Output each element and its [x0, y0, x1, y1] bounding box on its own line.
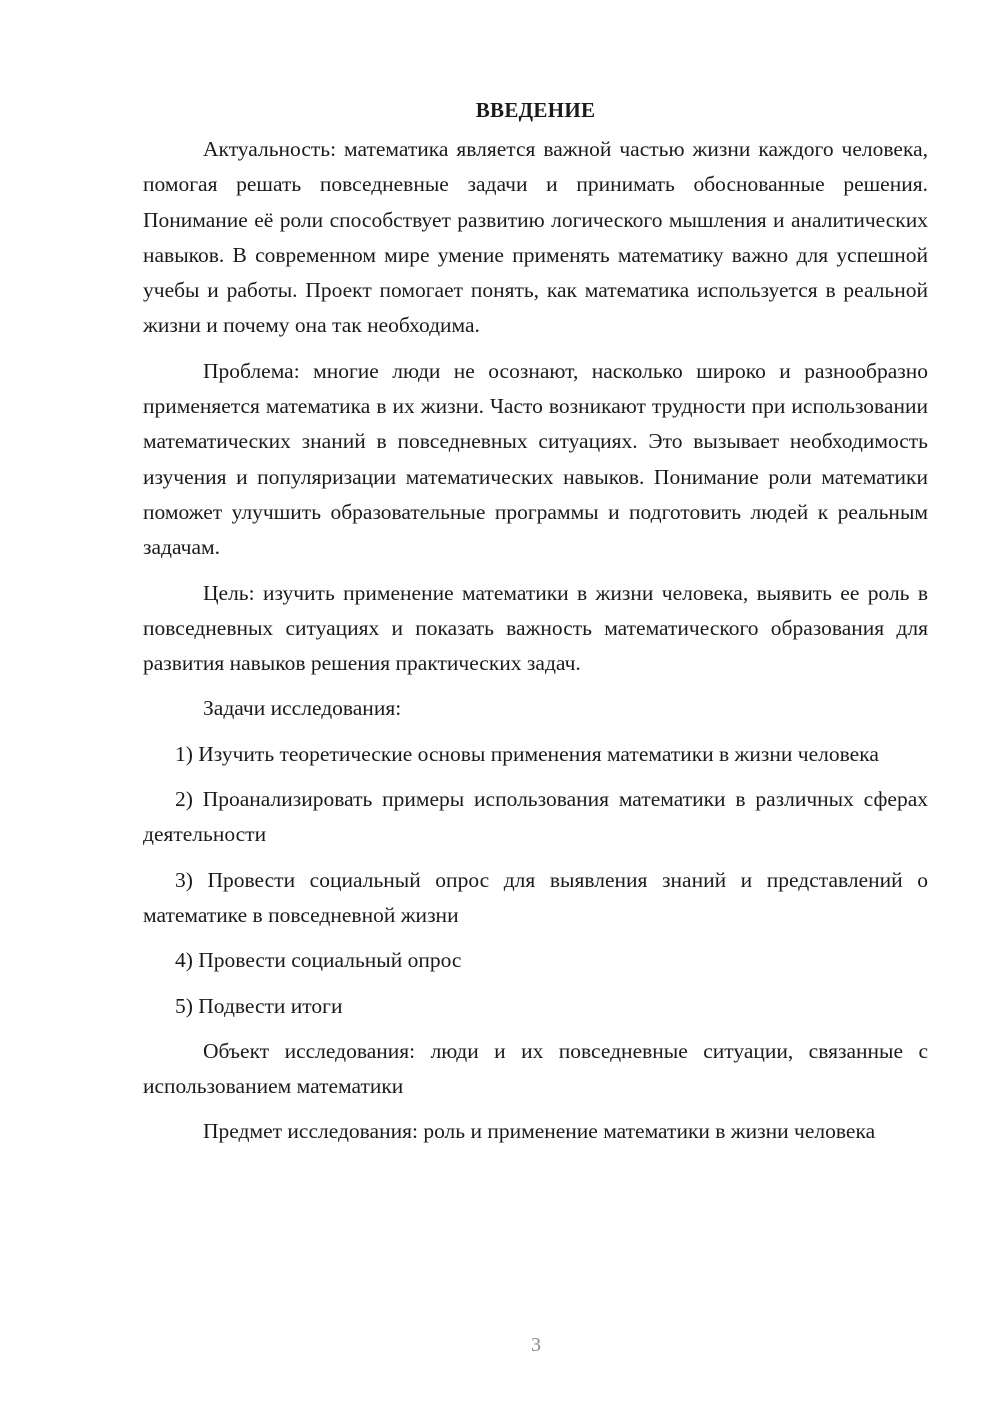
relevance-paragraph: Актуальность: математика является важной частью жизни каждого человека, помогая решать повседневные задачи и принимать обоснованные решения. Понимание её роли способствует развитию логического мышления и аналитических навыков. В современном мире умение применять математику важно для успешной учебы и работы. Проект помогает понять, как математика используется в реальной жизни и почему она так необходима.	[143, 137, 928, 338]
page-number: 3	[531, 1334, 541, 1356]
task-item-4: 4) Провести социальный опрос	[175, 948, 462, 973]
task-item-5: 5) Подвести итоги	[175, 993, 343, 1018]
tasks-heading: Задачи исследования:	[203, 696, 402, 721]
task-item-1: 1) Изучить теоретические основы применения математики в жизни человека	[175, 741, 879, 766]
task-item-2: 2) Проанализировать примеры использования математики в различных сферах деятельности	[143, 787, 928, 847]
task-item-3: 3) Провести социальный опрос для выявления знаний и представлений о математике в повседневной жизни	[143, 867, 928, 927]
object-paragraph: Объект исследования: люди и их повседневные ситуации, связанные с использованием математики	[143, 1038, 928, 1099]
document-page	[143, 92, 928, 1150]
subject-paragraph: Предмет исследования: роль и применение математики в жизни человека	[203, 1119, 876, 1144]
problem-paragraph: Проблема: многие люди не осознают, насколько широко и разнообразно применяется математика в их жизни. Часто возникают трудности при использовании математических знаний в повседневных ситуациях. Это вызывает необходимость изучения и популяризации математических навыков. Понимание роли математики поможет улучшить образовательные программы и подготовить людей к реальным задачам.	[143, 358, 928, 560]
section-heading: ВВЕДЕНИЕ	[475, 98, 596, 122]
goal-paragraph: Цель: изучить применение математики в жизни человека, выявить ее роль в повседневных ситуациях и показать важность математического образования для развития навыков решения практических задач.	[143, 580, 928, 676]
